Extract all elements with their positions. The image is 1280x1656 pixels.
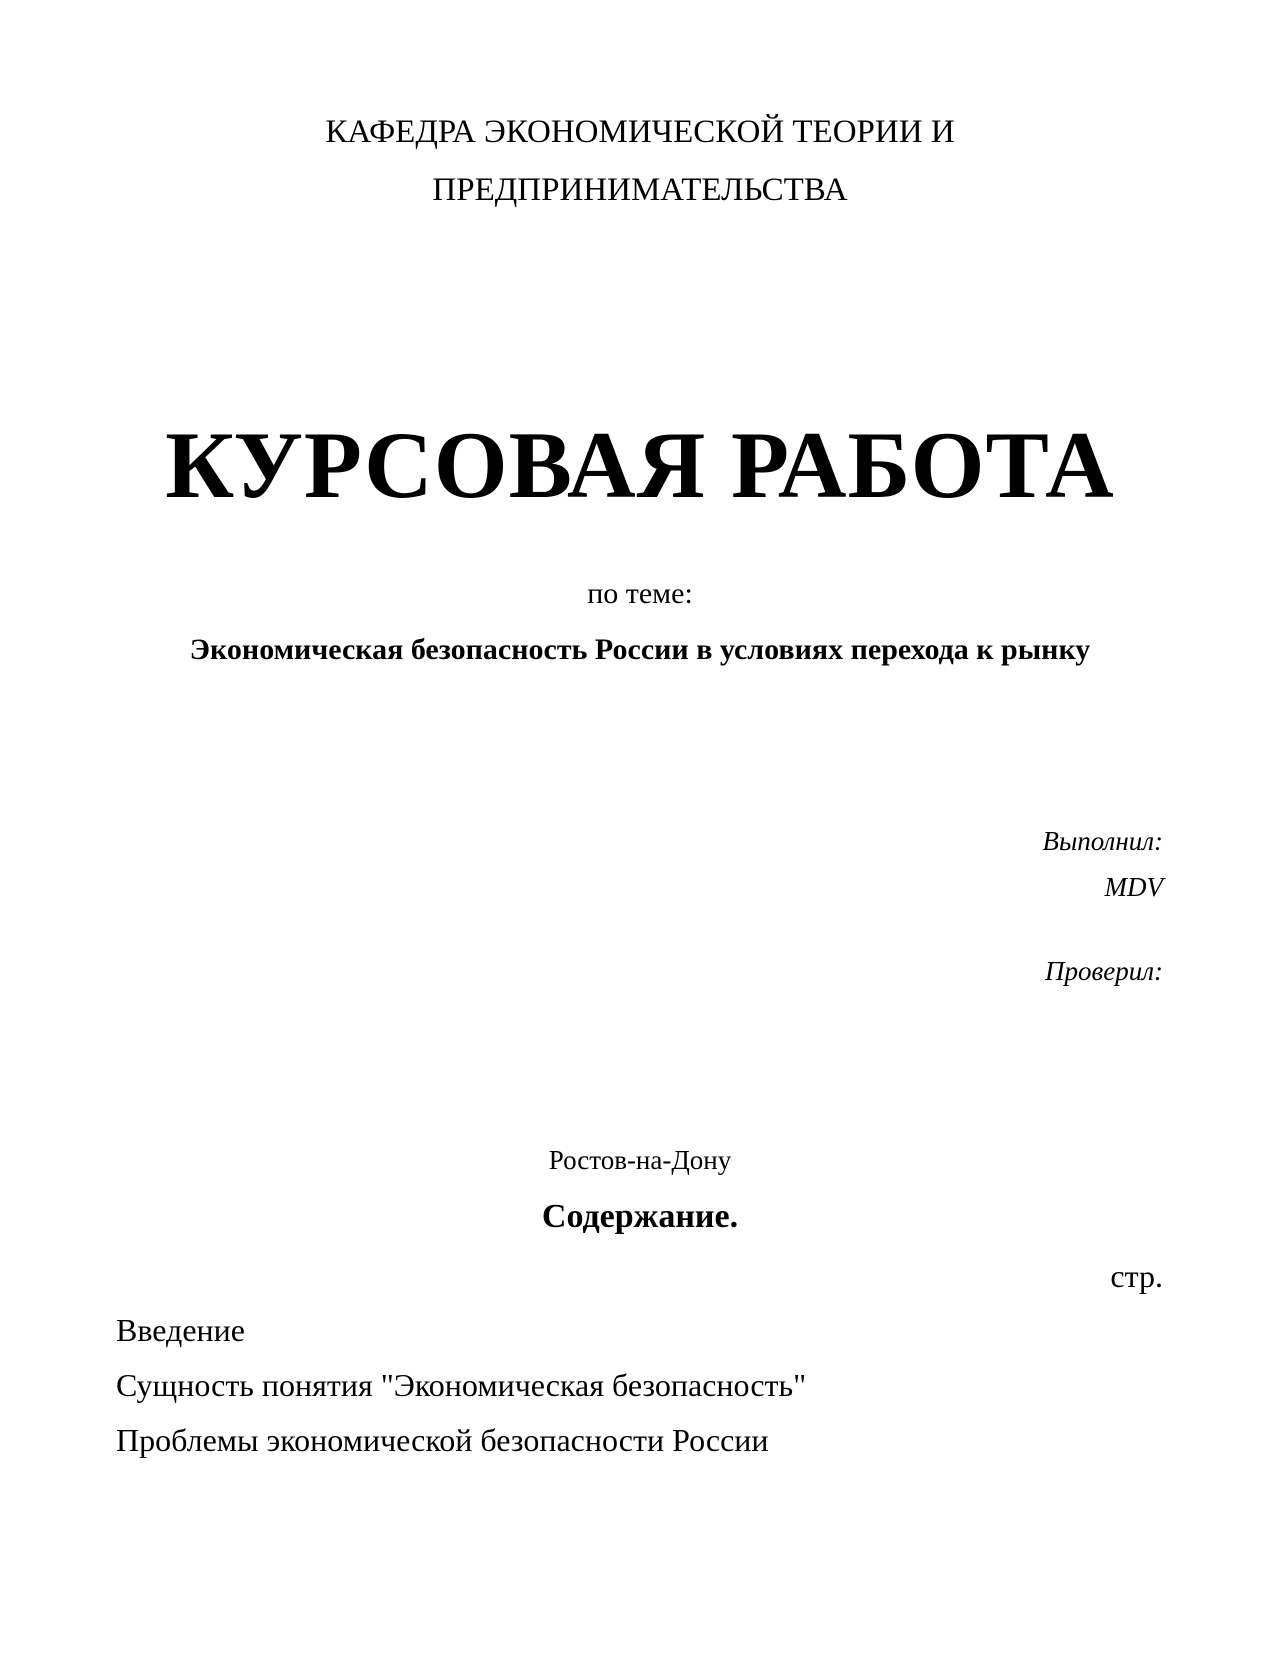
toc-page-label: стр. xyxy=(1110,1258,1163,1294)
topic-label: по теме: xyxy=(587,577,693,610)
toc-title: Содержание. xyxy=(541,1198,739,1235)
performed-label: Выполнил: xyxy=(1042,826,1163,856)
department-line-1: КАФЕДРА ЭКОНОМИЧЕСКОЙ ТЕОРИИ И xyxy=(325,114,955,150)
checked-label: Проверил: xyxy=(1045,956,1163,986)
topic-text: Экономическая безопасность России в условиях перехода к рынку xyxy=(189,633,1091,666)
toc-item-intro: Введение xyxy=(116,1312,245,1348)
city: Ростов-на-Дону xyxy=(548,1145,732,1175)
toc-item-essence: Сущность понятия "Экономическая безопасность" xyxy=(116,1367,807,1403)
performed-name: MDV xyxy=(1104,872,1163,902)
department-line-2: ПРЕДПРИНИМАТЕЛЬСТВА xyxy=(432,172,848,208)
document-title: КУРСОВАЯ РАБОТА xyxy=(165,412,1115,518)
toc-item-problems: Проблемы экономической безопасности России xyxy=(116,1422,769,1458)
